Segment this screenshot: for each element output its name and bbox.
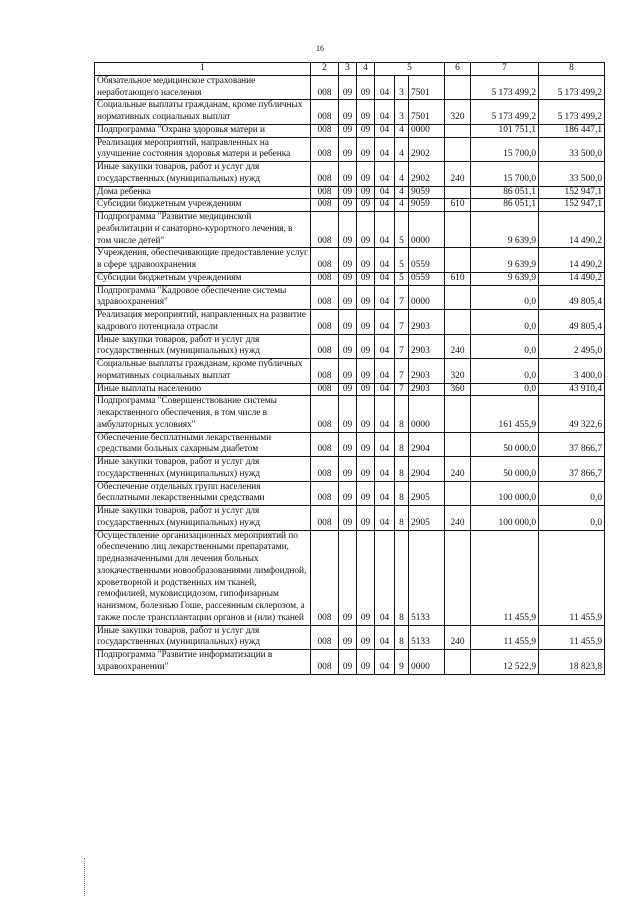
row-csr-section: 04 bbox=[375, 650, 395, 675]
row-prz: 09 bbox=[357, 481, 375, 506]
row-rz: 09 bbox=[339, 625, 357, 650]
row-prz: 09 bbox=[357, 248, 375, 273]
row-csr-section: 04 bbox=[375, 248, 395, 273]
row-csr-subprogram: 8 bbox=[395, 481, 409, 506]
row-name: Обеспечение бесплатными лекарственными средствами больных сахарным диабетом bbox=[95, 432, 311, 457]
row-csr-item: 2904 bbox=[409, 432, 445, 457]
row-sum1: 9 639,9 bbox=[471, 272, 539, 285]
row-sum1: 9 639,9 bbox=[471, 248, 539, 273]
row-vr: 610 bbox=[445, 199, 471, 212]
row-sum2: 5 173 499,2 bbox=[539, 100, 605, 125]
row-sum1: 15 700,0 bbox=[471, 162, 539, 187]
row-vr: 610 bbox=[445, 272, 471, 285]
row-sum2: 18 823,8 bbox=[539, 650, 605, 675]
row-csr-subprogram: 5 bbox=[395, 272, 409, 285]
col-header-name: 1 bbox=[95, 63, 311, 76]
row-ved: 008 bbox=[311, 457, 339, 482]
row-csr-section: 04 bbox=[375, 124, 395, 137]
row-rz: 09 bbox=[339, 75, 357, 100]
row-sum2: 5 173 499,2 bbox=[539, 75, 605, 100]
table-row bbox=[95, 506, 605, 531]
row-csr-section: 04 bbox=[375, 186, 395, 199]
row-prz: 09 bbox=[357, 100, 375, 125]
row-sum1: 12 522,9 bbox=[471, 650, 539, 675]
table-row bbox=[95, 396, 605, 432]
row-ved: 008 bbox=[311, 359, 339, 384]
row-vr bbox=[445, 212, 471, 248]
row-sum2: 37 866,7 bbox=[539, 432, 605, 457]
table-row bbox=[95, 625, 605, 650]
row-name: Подпрограмма "Развитие информатизации в здравоохранении" bbox=[95, 650, 311, 675]
row-sum2: 37 866,7 bbox=[539, 457, 605, 482]
row-csr-section: 04 bbox=[375, 396, 395, 432]
row-sum2: 14 490,2 bbox=[539, 272, 605, 285]
row-csr-subprogram: 8 bbox=[395, 457, 409, 482]
row-ved: 008 bbox=[311, 310, 339, 335]
row-vr bbox=[445, 124, 471, 137]
row-name: Иные закупки товаров, работ и услуг для государственных (муниципальных) нужд bbox=[95, 506, 311, 531]
row-vr bbox=[445, 248, 471, 273]
row-csr-subprogram: 7 bbox=[395, 359, 409, 384]
budget-table bbox=[94, 62, 605, 675]
table-row bbox=[95, 212, 605, 248]
row-rz: 09 bbox=[339, 137, 357, 162]
table-row bbox=[95, 650, 605, 675]
row-csr-subprogram: 9 bbox=[395, 650, 409, 675]
row-rz: 09 bbox=[339, 100, 357, 125]
row-sum1: 0,0 bbox=[471, 383, 539, 396]
row-csr-item: 7501 bbox=[409, 75, 445, 100]
col-header-sum1: 7 bbox=[471, 63, 539, 76]
row-name: Подпрограмма "Совершенствование системы лекарственного обеспечения, в том числе в амбулаторных условиях" bbox=[95, 396, 311, 432]
row-rz: 09 bbox=[339, 310, 357, 335]
row-prz: 09 bbox=[357, 285, 375, 310]
row-sum2: 33 500,0 bbox=[539, 137, 605, 162]
col-header-vr: 6 bbox=[445, 63, 471, 76]
row-prz: 09 bbox=[357, 162, 375, 187]
row-rz: 09 bbox=[339, 272, 357, 285]
row-csr-section: 04 bbox=[375, 272, 395, 285]
row-csr-item: 0000 bbox=[409, 650, 445, 675]
table-row bbox=[95, 530, 605, 625]
row-ved: 008 bbox=[311, 124, 339, 137]
row-prz: 09 bbox=[357, 272, 375, 285]
row-ved: 008 bbox=[311, 432, 339, 457]
row-csr-section: 04 bbox=[375, 334, 395, 359]
row-csr-item: 2905 bbox=[409, 481, 445, 506]
table-row bbox=[95, 137, 605, 162]
row-sum2: 49 322,6 bbox=[539, 396, 605, 432]
row-ved: 008 bbox=[311, 186, 339, 199]
row-rz: 09 bbox=[339, 248, 357, 273]
col-header-sum2: 8 bbox=[539, 63, 605, 76]
row-csr-subprogram: 4 bbox=[395, 186, 409, 199]
row-csr-section: 04 bbox=[375, 162, 395, 187]
row-name: Социальные выплаты гражданам, кроме публичных нормативных социальных выплат bbox=[95, 100, 311, 125]
row-csr-subprogram: 8 bbox=[395, 432, 409, 457]
row-prz: 09 bbox=[357, 432, 375, 457]
row-sum2: 0,0 bbox=[539, 506, 605, 531]
row-sum2: 152 947,1 bbox=[539, 186, 605, 199]
row-name: Обеспечение отдельных групп населения бесплатными лекарственными средствами bbox=[95, 481, 311, 506]
row-csr-subprogram: 7 bbox=[395, 334, 409, 359]
row-csr-section: 04 bbox=[375, 457, 395, 482]
row-rz: 09 bbox=[339, 383, 357, 396]
row-vr bbox=[445, 75, 471, 100]
row-name: Иные закупки товаров, работ и услуг для государственных (муниципальных) нужд bbox=[95, 162, 311, 187]
row-rz: 09 bbox=[339, 432, 357, 457]
row-prz: 09 bbox=[357, 530, 375, 625]
row-csr-item: 0559 bbox=[409, 272, 445, 285]
row-vr: 240 bbox=[445, 506, 471, 531]
row-name: Подпрограмма "Охрана здоровья матери и bbox=[95, 124, 311, 137]
row-vr: 240 bbox=[445, 625, 471, 650]
row-name: Субсидии бюджетным учреждениям bbox=[95, 199, 311, 212]
row-ved: 008 bbox=[311, 625, 339, 650]
row-name: Социальные выплаты гражданам, кроме публичных нормативных социальных выплат bbox=[95, 359, 311, 384]
row-sum2: 0,0 bbox=[539, 481, 605, 506]
row-name: Подпрограмма "Кадровое обеспечение системы здравоохранения" bbox=[95, 285, 311, 310]
col-header-ved: 2 bbox=[311, 63, 339, 76]
row-ved: 008 bbox=[311, 506, 339, 531]
row-ved: 008 bbox=[311, 481, 339, 506]
row-csr-subprogram: 4 bbox=[395, 162, 409, 187]
row-sum1: 86 051,1 bbox=[471, 186, 539, 199]
row-prz: 09 bbox=[357, 625, 375, 650]
margin-mark bbox=[84, 858, 87, 896]
table-row bbox=[95, 248, 605, 273]
row-csr-item: 0000 bbox=[409, 396, 445, 432]
row-csr-item: 5133 bbox=[409, 625, 445, 650]
row-sum1: 11 455,9 bbox=[471, 625, 539, 650]
row-vr bbox=[445, 650, 471, 675]
row-rz: 09 bbox=[339, 481, 357, 506]
table-row bbox=[95, 481, 605, 506]
row-rz: 09 bbox=[339, 186, 357, 199]
row-sum1: 0,0 bbox=[471, 285, 539, 310]
row-name: Иные закупки товаров, работ и услуг для государственных (муниципальных) нужд bbox=[95, 625, 311, 650]
row-csr-subprogram: 7 bbox=[395, 383, 409, 396]
row-prz: 09 bbox=[357, 186, 375, 199]
row-sum2: 14 490,2 bbox=[539, 248, 605, 273]
row-name: Осуществление организационных мероприятий по обеспечению лиц лекарственными препаратами, предназначенными для лечения больных злокачественными новообразованиями лимфоидной, кроветворной и родственных им тканей, гемофилией, муковисцидозом, гипофизарным нанизмом, болезнью Гоше, рассеянным склерозом, а также после трансплантации органов и (или) тканей bbox=[95, 530, 311, 625]
row-csr-item: 2903 bbox=[409, 359, 445, 384]
row-csr-section: 04 bbox=[375, 137, 395, 162]
row-sum1: 100 000,0 bbox=[471, 506, 539, 531]
col-header-csr: 5 bbox=[375, 63, 445, 76]
table-row bbox=[95, 162, 605, 187]
row-sum2: 14 490,2 bbox=[539, 212, 605, 248]
row-prz: 09 bbox=[357, 396, 375, 432]
row-prz: 09 bbox=[357, 75, 375, 100]
row-csr-item: 2902 bbox=[409, 162, 445, 187]
row-csr-subprogram: 8 bbox=[395, 506, 409, 531]
row-prz: 09 bbox=[357, 199, 375, 212]
row-csr-item: 2902 bbox=[409, 137, 445, 162]
row-ved: 008 bbox=[311, 334, 339, 359]
row-csr-section: 04 bbox=[375, 625, 395, 650]
row-vr bbox=[445, 186, 471, 199]
row-sum1: 161 455,9 bbox=[471, 396, 539, 432]
row-csr-item: 0000 bbox=[409, 124, 445, 137]
row-csr-subprogram: 4 bbox=[395, 124, 409, 137]
row-vr bbox=[445, 396, 471, 432]
table-row bbox=[95, 100, 605, 125]
row-prz: 09 bbox=[357, 506, 375, 531]
table-row bbox=[95, 199, 605, 212]
table-row bbox=[95, 75, 605, 100]
row-csr-section: 04 bbox=[375, 359, 395, 384]
row-sum2: 2 495,0 bbox=[539, 334, 605, 359]
row-prz: 09 bbox=[357, 650, 375, 675]
row-name: Иные закупки товаров, работ и услуг для государственных (муниципальных) нужд bbox=[95, 457, 311, 482]
row-name: Иные закупки товаров, работ и услуг для государственных (муниципальных) нужд bbox=[95, 334, 311, 359]
row-sum1: 15 700,0 bbox=[471, 137, 539, 162]
row-rz: 09 bbox=[339, 124, 357, 137]
row-csr-section: 04 bbox=[375, 100, 395, 125]
row-csr-section: 04 bbox=[375, 310, 395, 335]
row-vr bbox=[445, 432, 471, 457]
row-csr-item: 0000 bbox=[409, 212, 445, 248]
row-sum1: 5 173 499,2 bbox=[471, 100, 539, 125]
row-sum1: 0,0 bbox=[471, 334, 539, 359]
row-name: Реализация мероприятий, направленных на развитие кадрового потенциала отрасли bbox=[95, 310, 311, 335]
row-csr-subprogram: 7 bbox=[395, 285, 409, 310]
table-row bbox=[95, 457, 605, 482]
table-row bbox=[95, 124, 605, 137]
row-prz: 09 bbox=[357, 359, 375, 384]
row-csr-subprogram: 4 bbox=[395, 199, 409, 212]
row-csr-subprogram: 7 bbox=[395, 310, 409, 335]
row-vr: 320 bbox=[445, 359, 471, 384]
row-rz: 09 bbox=[339, 199, 357, 212]
row-rz: 09 bbox=[339, 359, 357, 384]
row-sum2: 49 805,4 bbox=[539, 310, 605, 335]
row-rz: 09 bbox=[339, 396, 357, 432]
row-csr-section: 04 bbox=[375, 383, 395, 396]
row-ved: 008 bbox=[311, 100, 339, 125]
row-rz: 09 bbox=[339, 457, 357, 482]
row-ved: 008 bbox=[311, 530, 339, 625]
row-prz: 09 bbox=[357, 124, 375, 137]
row-csr-subprogram: 3 bbox=[395, 100, 409, 125]
row-name: Субсидии бюджетным учреждениям bbox=[95, 272, 311, 285]
row-csr-section: 04 bbox=[375, 432, 395, 457]
row-vr: 360 bbox=[445, 383, 471, 396]
row-name: Дома ребенка bbox=[95, 186, 311, 199]
row-vr bbox=[445, 530, 471, 625]
row-rz: 09 bbox=[339, 212, 357, 248]
row-sum1: 50 000,0 bbox=[471, 457, 539, 482]
row-vr bbox=[445, 310, 471, 335]
header-row bbox=[95, 63, 605, 76]
row-sum1: 100 000,0 bbox=[471, 481, 539, 506]
row-ved: 008 bbox=[311, 285, 339, 310]
row-sum1: 9 639,9 bbox=[471, 212, 539, 248]
row-csr-item: 0559 bbox=[409, 248, 445, 273]
row-sum2: 33 500,0 bbox=[539, 162, 605, 187]
row-rz: 09 bbox=[339, 162, 357, 187]
col-header-rz: 3 bbox=[339, 63, 357, 76]
row-prz: 09 bbox=[357, 137, 375, 162]
row-sum1: 101 751,1 bbox=[471, 124, 539, 137]
row-sum1: 50 000,0 bbox=[471, 432, 539, 457]
row-csr-subprogram: 8 bbox=[395, 625, 409, 650]
row-sum1: 0,0 bbox=[471, 310, 539, 335]
row-vr bbox=[445, 137, 471, 162]
table-row bbox=[95, 359, 605, 384]
row-ved: 008 bbox=[311, 162, 339, 187]
row-rz: 09 bbox=[339, 650, 357, 675]
row-sum1: 5 173 499,2 bbox=[471, 75, 539, 100]
row-vr: 240 bbox=[445, 162, 471, 187]
row-ved: 008 bbox=[311, 272, 339, 285]
row-prz: 09 bbox=[357, 457, 375, 482]
row-ved: 008 bbox=[311, 383, 339, 396]
row-ved: 008 bbox=[311, 650, 339, 675]
row-name: Иные выплаты населению bbox=[95, 383, 311, 396]
row-prz: 09 bbox=[357, 383, 375, 396]
table-row bbox=[95, 186, 605, 199]
row-csr-subprogram: 4 bbox=[395, 137, 409, 162]
row-csr-item: 2903 bbox=[409, 383, 445, 396]
row-name: Учреждения, обеспечивающие предоставление услуг в сфере здравоохранения bbox=[95, 248, 311, 273]
row-sum2: 43 910,4 bbox=[539, 383, 605, 396]
row-csr-section: 04 bbox=[375, 285, 395, 310]
row-csr-section: 04 bbox=[375, 530, 395, 625]
row-sum2: 11 455,9 bbox=[539, 625, 605, 650]
row-csr-item: 9059 bbox=[409, 199, 445, 212]
row-csr-item: 2904 bbox=[409, 457, 445, 482]
row-csr-item: 2905 bbox=[409, 506, 445, 531]
row-rz: 09 bbox=[339, 530, 357, 625]
row-sum2: 152 947,1 bbox=[539, 199, 605, 212]
row-csr-item: 7501 bbox=[409, 100, 445, 125]
row-vr: 240 bbox=[445, 334, 471, 359]
page-number: 16 bbox=[316, 44, 324, 53]
row-prz: 09 bbox=[357, 310, 375, 335]
row-csr-item: 0000 bbox=[409, 285, 445, 310]
row-vr bbox=[445, 285, 471, 310]
row-csr-item: 2903 bbox=[409, 310, 445, 335]
row-csr-subprogram: 5 bbox=[395, 248, 409, 273]
row-sum2: 11 455,9 bbox=[539, 530, 605, 625]
col-header-prz: 4 bbox=[357, 63, 375, 76]
row-sum2: 186 447,1 bbox=[539, 124, 605, 137]
row-csr-section: 04 bbox=[375, 481, 395, 506]
row-csr-subprogram: 5 bbox=[395, 212, 409, 248]
table-row bbox=[95, 383, 605, 396]
row-csr-item: 2903 bbox=[409, 334, 445, 359]
row-ved: 008 bbox=[311, 396, 339, 432]
row-prz: 09 bbox=[357, 334, 375, 359]
row-sum2: 3 400,0 bbox=[539, 359, 605, 384]
table-row bbox=[95, 432, 605, 457]
row-sum1: 11 455,9 bbox=[471, 530, 539, 625]
row-prz: 09 bbox=[357, 212, 375, 248]
row-csr-section: 04 bbox=[375, 199, 395, 212]
row-ved: 008 bbox=[311, 248, 339, 273]
row-rz: 09 bbox=[339, 334, 357, 359]
row-vr: 320 bbox=[445, 100, 471, 125]
row-csr-subprogram: 3 bbox=[395, 75, 409, 100]
row-sum1: 86 051,1 bbox=[471, 199, 539, 212]
row-name: Реализация мероприятий, направленных на улучшение состояния здоровья матери и ребенка bbox=[95, 137, 311, 162]
row-name: Подпрограмма "Развитие медицинской реабилитации и санаторно-курортного лечения, в том числе детей" bbox=[95, 212, 311, 248]
row-name: Обязательное медицинское страхование неработающего населения bbox=[95, 75, 311, 100]
row-sum2: 49 805,4 bbox=[539, 285, 605, 310]
row-vr bbox=[445, 481, 471, 506]
row-rz: 09 bbox=[339, 285, 357, 310]
row-rz: 09 bbox=[339, 506, 357, 531]
row-csr-subprogram: 8 bbox=[395, 396, 409, 432]
row-sum1: 0,0 bbox=[471, 359, 539, 384]
row-csr-item: 9059 bbox=[409, 186, 445, 199]
row-csr-section: 04 bbox=[375, 212, 395, 248]
table-row bbox=[95, 310, 605, 335]
row-csr-section: 04 bbox=[375, 75, 395, 100]
row-csr-section: 04 bbox=[375, 506, 395, 531]
row-vr: 240 bbox=[445, 457, 471, 482]
table-row bbox=[95, 334, 605, 359]
row-ved: 008 bbox=[311, 212, 339, 248]
row-csr-item: 5133 bbox=[409, 530, 445, 625]
table-row bbox=[95, 272, 605, 285]
row-ved: 008 bbox=[311, 199, 339, 212]
table-row bbox=[95, 285, 605, 310]
row-csr-subprogram: 8 bbox=[395, 530, 409, 625]
row-ved: 008 bbox=[311, 137, 339, 162]
row-ved: 008 bbox=[311, 75, 339, 100]
